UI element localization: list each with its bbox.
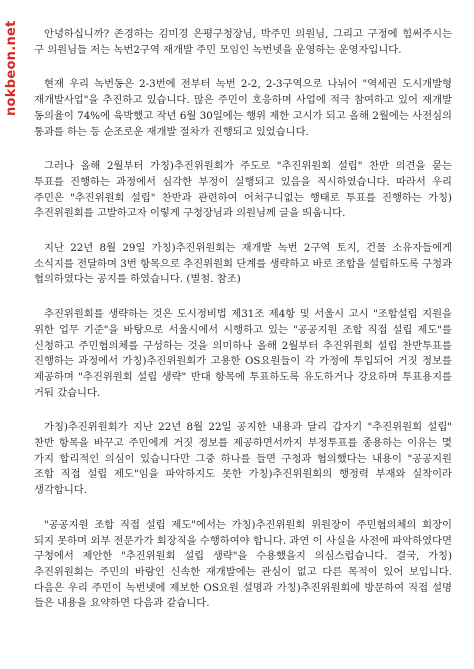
paragraph-public-support: "공공지원 조합 직접 설립 제도"에서는 가칭)추진위원회 위원장이 주민협의체의 회장이 되지 못하며 외부 전문가가 회장직을 수행하여야 합니다. 과연 이 사실을 사전에 파악하였다면 구청에서 제안한 "추진위원회 설립 생략"을 수용했을지 의심스럽습니다. 결국, 가칭)추진위원회는 주민의 바람인 신속한 재개발에는 관심이 없고 다른 목적이 있어 보입니다. 다음은 우리 주민이 녹번넷에 제보한 OS요원 설명과 가칭)추진위원회에 방문하여 직접 설명 들은 내용을 요약하면 다음과 같습니다. bbox=[34, 518, 452, 610]
paragraph-current-status: 현재 우리 녹번동은 2-3번에 전부터 녹번 2-2, 2-3구역으로 나뉘어 "역세권 도시개발형 재개발사업"을 추진하고 있습니다. 많은 주민이 호응하며 사업에 적극 참여하고 있어 재개발 동의율이 74%에 육박했고 작년 6월 30일에는 행위 제한 고시가 되고 올해 2월에는 사전심의 통과를 하는 등 순조로운 재개발 절차가 진행되고 있었습니다. bbox=[34, 78, 452, 138]
watermark: nokbeon.net bbox=[4, 20, 19, 116]
document-body bbox=[34, 27, 452, 631]
paragraph-procedure: 추진위원회를 생략하는 것은 도시정비법 제31조 제4항 및 서울시 고시 "조합설립 지원을 위한 업무 기준"을 바탕으로 서울시에서 시행하고 있는 "공공지원 조합 직접 설립 제도"를 신청하고 주민협의체를 구성하는 것을 의미하나 올해 2월부터 추진위원회 설립 찬반투표를 진행하는 과정에서 가칭)추진위원회가 고용한 OS요원들이 각 가정에 투입되어 거짓 정보를 제공하며 "추진위원회 설립 생략" 반대 항목에 투표하도록 유도하거나 강요하며 투표용지를 거둬 갔습니다. bbox=[34, 308, 452, 399]
paragraph-greeting: 안녕하십니까? 존경하는 김미경 은평구청장님, 박주민 의원님, 그리고 구정에 힘써주시는 구 의원님들 저는 녹번2구역 재개발 주민 모임인 녹번넷을 운영하는 운영자입니다. bbox=[34, 28, 452, 56]
paragraph-complaint: 그러나 올해 2월부터 가칭)추진위원회가 주도로 "추진위원회 설립" 찬반 의견을 묻는 투표를 진행하는 과정에서 심각한 부정이 실행되고 있음을 직시하였습니다. 따라서 우리 주민은 "추진위원회 설립" 찬반과 관련하여 어처구니없는 행태로 투표를 진행하는 가칭)추진위원회를 고발하고자 이렇게 구청장님과 의원님께 글을 띄웁니다. bbox=[34, 160, 452, 220]
paragraph-notice: 지난 22년 8월 29일 가칭)추진위원회는 재개발 녹번 2구역 토지, 건물 소유자들에게 소식지를 전달하며 3번 항목으로 추진위원회 단계를 생략하고 바로 조합을 설립하도록 구청과 협의하였다는 공지를 하였습니다. (별첨. 참조) bbox=[34, 242, 452, 286]
paragraph-reasons: 가칭)추진위원회가 지난 22년 8월 22일 공지한 내용과 달리 갑자기 "추진위원회 설립" 찬반 항목을 바꾸고 주민에게 거짓 정보를 제공하면서까지 부정투표를 종용하는 이유는 몇 가지 합리적인 의심이 있습니다만 그중 하나를 들면 구청과 협의했다는 내용이 "공공지원 조합 직접 설립 제도"임을 파악하지도 못한 가칭)추진위원회의 행정력 부재와 실착이라 생각합니다. bbox=[34, 421, 452, 497]
